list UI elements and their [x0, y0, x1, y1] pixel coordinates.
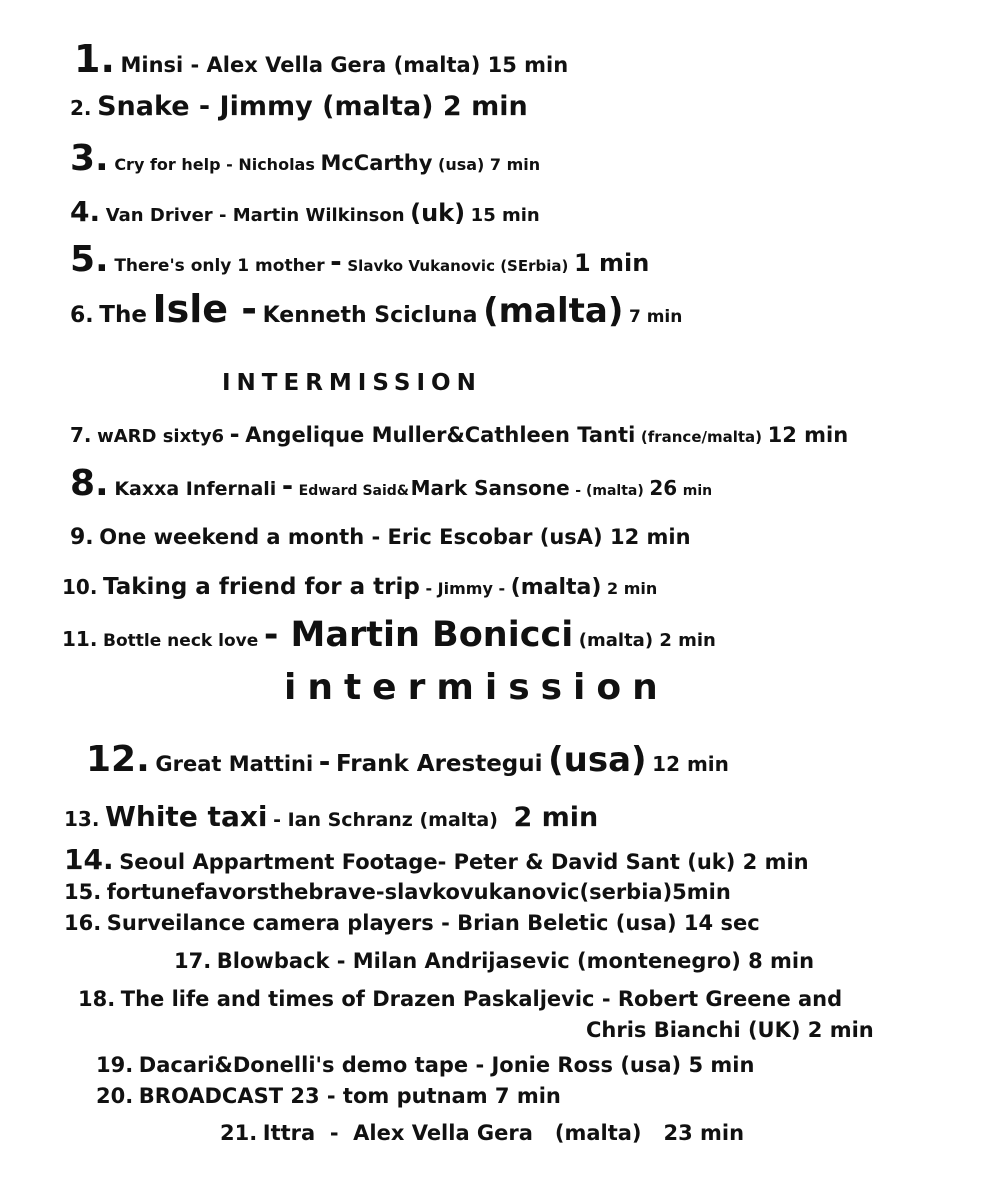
item-text: 1 min	[573, 249, 650, 277]
item-number: 8.	[70, 463, 109, 504]
item-number: 11.	[62, 627, 98, 651]
item-text: Chris Bianchi (UK) 2 min	[586, 1018, 874, 1042]
item-text: There's only 1 mother	[114, 256, 325, 276]
program-item	[174, 951, 814, 972]
item-text: McCarthy	[320, 151, 433, 175]
item-number: 5.	[70, 239, 109, 280]
item-number: 4.	[70, 195, 101, 228]
item-text: (malta) 2 min	[578, 630, 716, 651]
intermission-heading: INTERMISSION	[222, 370, 482, 396]
item-number: 2.	[70, 96, 92, 120]
item-text: Kenneth Scicluna	[262, 303, 478, 328]
item-number: 10.	[62, 575, 98, 599]
item-text: Angelique Muller&Cathleen Tanti	[245, 423, 636, 447]
program-item	[96, 1086, 561, 1107]
item-text: Great Mattini	[155, 752, 314, 776]
item-text: (malta)	[483, 291, 624, 331]
item-number: 18.	[78, 987, 116, 1011]
item-text: 12 min	[767, 423, 849, 447]
item-number: 1.	[74, 37, 115, 81]
program-item	[70, 93, 528, 120]
program-item	[70, 195, 540, 228]
item-text: Bottle neck love	[103, 631, 259, 651]
item-text: -	[229, 420, 240, 448]
item-text: Snake - Jimmy (malta) 2 min	[97, 91, 528, 122]
item-text: BROADCAST 23 - tom putnam 7 min	[138, 1084, 561, 1108]
item-number: 7.	[70, 423, 92, 447]
item-text: Minsi - Alex Vella Gera (malta) 15 min	[120, 53, 569, 77]
item-text: (malta)	[510, 575, 602, 600]
item-text: -	[281, 471, 294, 502]
item-text: min	[682, 483, 713, 499]
intermission-heading: intermission	[284, 667, 669, 708]
item-text: Kaxxa Infernali	[114, 478, 277, 500]
item-text: - Martin Bonicci	[263, 615, 574, 655]
item-text: - Ian Schranz (malta)	[273, 809, 498, 831]
item-number: 6.	[70, 303, 94, 328]
item-text: 7 min	[628, 307, 683, 327]
program-item	[70, 138, 541, 179]
program-item	[70, 239, 650, 280]
item-text: - (malta)	[575, 483, 644, 499]
program-item	[78, 989, 842, 1010]
item-text: Van Driver - Martin Wilkinson	[105, 205, 405, 226]
item-text: (usa) 7 min	[438, 155, 541, 174]
item-text: -	[318, 745, 331, 778]
item-number: 14.	[64, 843, 114, 876]
item-text: Dacari&Donelli's demo tape - Jonie Ross (usa) 5 min	[138, 1053, 755, 1077]
program-item-continuation	[586, 1020, 874, 1041]
item-text: Blowback - Milan Andrijasevic (montenegro) 8 min	[216, 949, 815, 973]
program-item	[64, 800, 599, 833]
item-number: 15.	[64, 880, 102, 904]
program-item	[64, 843, 809, 876]
program-item	[70, 527, 691, 549]
item-text: One weekend a month - Eric Escobar (usA) 12 min	[99, 525, 691, 549]
item-text: - Jimmy -	[425, 579, 506, 598]
program-item	[64, 913, 760, 934]
item-number: 12.	[86, 739, 150, 780]
item-text: The	[99, 302, 147, 328]
program-item	[74, 37, 569, 81]
program-item	[70, 422, 848, 446]
item-number: 9.	[70, 525, 94, 550]
item-text: 2 min	[513, 802, 599, 833]
item-number: 19.	[96, 1053, 134, 1077]
item-text: fortunefavorsthebrave-slavkovukanovic(serbia)5min	[106, 880, 731, 904]
item-text: 15 min	[470, 205, 540, 226]
item-text: Mark Sansone	[410, 476, 570, 500]
program-item	[86, 739, 729, 780]
item-number: 3.	[70, 138, 109, 179]
item-text: Seoul Appartment Footage- Peter & David Sant (uk) 2 min	[119, 850, 809, 874]
item-number: 20.	[96, 1084, 134, 1108]
item-text: White taxi	[105, 800, 268, 833]
item-number: 17.	[174, 949, 212, 973]
item-text: Frank Arestegui	[336, 751, 543, 777]
item-text: (usa)	[548, 740, 647, 780]
item-text: Isle -	[152, 287, 258, 331]
program-item	[96, 1055, 754, 1076]
program-item	[70, 287, 683, 331]
item-text: Cry for help - Nicholas	[114, 155, 315, 174]
item-number: 13.	[64, 807, 100, 831]
item-number: 21.	[220, 1121, 258, 1145]
item-text: The life and times of Drazen Paskaljevic - Robert Greene and	[120, 987, 843, 1011]
item-text: Surveilance camera players - Brian Beletic (usa) 14 sec	[106, 911, 760, 935]
item-text: Ittra - Alex Vella Gera (malta) 23 min	[262, 1121, 745, 1145]
program-item	[64, 882, 731, 903]
item-text: Slavko Vukanovic (SErbia)	[347, 257, 569, 275]
item-text: 26	[649, 476, 678, 500]
item-text: Edward Said&	[298, 483, 409, 499]
item-number: 16.	[64, 911, 102, 935]
program-item	[62, 576, 657, 599]
program-item	[62, 615, 716, 655]
item-text: -	[330, 245, 342, 278]
item-text: 12 min	[652, 752, 729, 776]
item-text: (france/malta)	[640, 428, 763, 446]
item-text: (uk)	[410, 199, 466, 227]
item-text: 2 min	[607, 579, 658, 598]
item-text: Taking a friend for a trip	[103, 574, 420, 600]
item-text: wARD sixty6	[97, 426, 225, 447]
program-item	[70, 463, 713, 504]
program-item	[220, 1123, 744, 1144]
